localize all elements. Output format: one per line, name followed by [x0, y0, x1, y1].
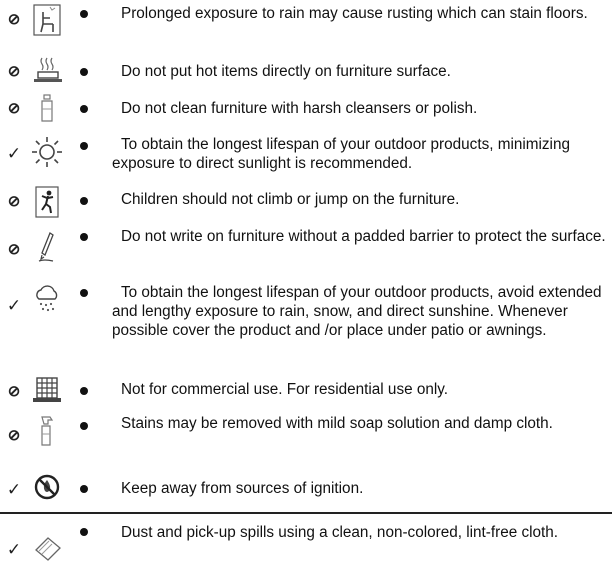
pen-icon [30, 230, 64, 264]
care-text: Dust and pick-up spills using a clean, non-colored, lint-free cloth. [121, 524, 559, 541]
check-mark: ✓ [6, 144, 22, 163]
bullet [80, 422, 88, 430]
care-text: Do not put hot items directly on furniture surface. [121, 63, 451, 80]
section-divider [0, 512, 612, 514]
bullet [80, 387, 88, 395]
prohibited-mark: ⊘ [7, 100, 21, 117]
care-text: Not for commercial use. For residential use only. [121, 381, 449, 398]
prohibited-mark: ⊘ [7, 63, 21, 80]
chair-icon [30, 3, 64, 37]
care-text: To obtain the longest lifespan of your outdoor products, avoid extended and lengthy exposure to rain, snow, and direct sunshine. Whenever possible cover the product and /or place under patio or awnings. [112, 284, 602, 339]
bullet [80, 142, 88, 150]
check-mark: ✓ [6, 296, 22, 315]
prohibited-mark: ⊘ [7, 241, 21, 258]
sun-icon [30, 135, 64, 169]
care-text: Stains may be removed with mild soap solution and damp cloth. [121, 415, 553, 432]
climbing-child-icon [30, 185, 64, 219]
cleanser-bottle-icon [30, 92, 64, 126]
care-text: Children should not climb or jump on the furniture. [121, 191, 460, 208]
commercial-building-icon [30, 374, 64, 408]
no-fire-icon [30, 470, 64, 504]
check-mark: ✓ [6, 540, 22, 559]
prohibited-mark: ⊘ [7, 383, 21, 400]
care-text: Prolonged exposure to rain may cause rusting which can stain floors. [121, 5, 588, 22]
bullet [80, 485, 88, 493]
prohibited-mark: ⊘ [7, 193, 21, 210]
rain-cloud-icon [30, 282, 64, 316]
bullet [80, 528, 88, 536]
care-text: Do not write on furniture without a padded barrier to protect the surface. [121, 228, 606, 245]
prohibited-mark: ⊘ [7, 11, 21, 28]
bullet [80, 197, 88, 205]
check-mark: ✓ [6, 480, 22, 499]
spray-bottle-icon [30, 414, 64, 448]
hot-dish-icon [30, 54, 64, 88]
prohibited-mark: ⊘ [7, 427, 21, 444]
care-text: To obtain the longest lifespan of your outdoor products, minimizing exposure to direct sunlight is recommended. [112, 136, 570, 172]
bullet [80, 68, 88, 76]
care-text: Do not clean furniture with harsh cleansers or polish. [121, 100, 478, 117]
bullet [80, 10, 88, 18]
bullet [80, 233, 88, 241]
cloth-icon [30, 530, 64, 564]
bullet [80, 105, 88, 113]
bullet [80, 289, 88, 297]
care-text: Keep away from sources of ignition. [121, 480, 364, 497]
